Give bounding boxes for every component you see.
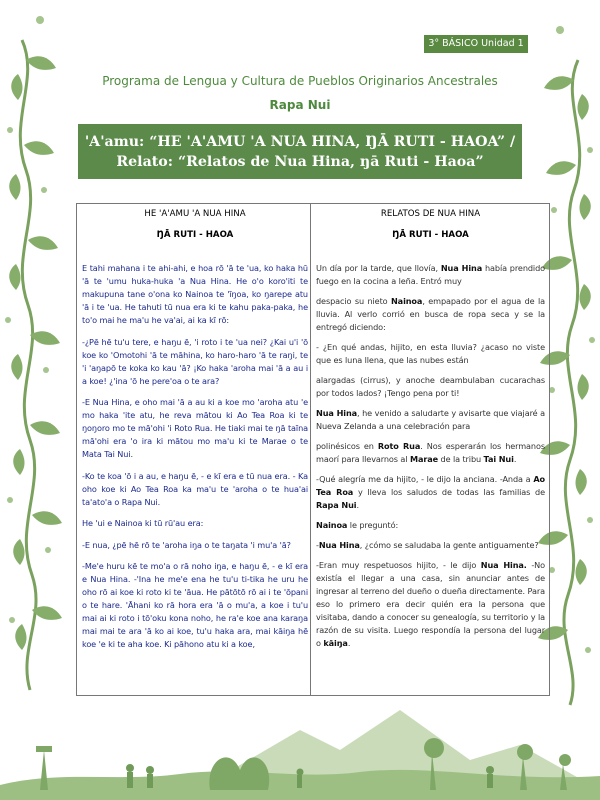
paragraph: polinésicos en Roto Rua. Nos esperarán los hermanos maorí para llevarnos al Marae de la tribu Tai Nui. [316, 441, 545, 464]
paragraph: -Me'e huru kē te mo'a o rā noho iŋa, e haŋu ē, - e kī era e Nua Hina. -'Ina he me'e ena he tu'u ti-tika he uru he oho rō ai koe ki roto ki te 'āua. He pātōtō rō ai i te 'ōpani o te hare. 'Āhani ko rā hora era 'ā o mu'a, a koe i tu'u mai ai ki roto i tō'oku kona noho, he ra'e koe ana karaŋa mai mai te ara 'ā ko ai koe, tu'u haka ara, mai kāiŋa hē koe 'e ki te aha koe. Ki pāhono atu ki a koe, [82, 561, 308, 649]
paragraph: -¿Pē hē tu'u tere, e haŋu ē, 'i roto i te 'ua nei? ¿Kai u'i 'ō koe ko 'Omotohi 'ā te māhina, ko haro-haro 'ā te raŋi, te 'i 'aŋapō te koka ko kau 'ā? ¡Ko haka 'aroha mai 'ā a au i a koe! ¿'ina 'ō he pere'oa o te ara? [82, 336, 308, 386]
spanish-column [316, 204, 545, 657]
bilingual-story-table [76, 203, 550, 696]
grade-unit-badge: 3° BÁSICO Unidad 1 [424, 35, 528, 53]
story-title-banner [78, 124, 522, 179]
paragraph: -Ko te koa 'ō i a au, e haŋu ē, - e kī era e tū nua era. - Ka oho koe ki Ao Tea Roa ka ma'u te 'aroha o te hua'ai ta'ato'a o Rapa Nui. [82, 470, 308, 507]
title-line-rapa-nui: 'A'amu: “HE 'A'AMU 'A NUA HINA, ŊĀ RUTI - HAOA” / [84, 133, 516, 150]
rapa-nui-column [82, 204, 308, 660]
program-title: Programa de Lengua y Cultura de Pueblos Originarios Ancestrales [102, 74, 498, 88]
paragraph: E tahi mahana i te ahi-ahi, e hoa rō 'ā te 'ua, ko haka hū 'ā te 'umu huka-huka 'a Nua Hina. He o'o koro'iti te makupuna tane o'ona ko Nainoa te 'īŋoa, ko ŋarepe atu 'ā i te 'ua. He tahuti tū nua era ki te kahu paka-paka, he to'o mai he ma'u he va'ai, ai ka kī rō: [82, 263, 308, 325]
right-subheading: ŊĀ RUTI - HAOA [392, 230, 469, 240]
paragraph: Nua Hina, he venido a saludarte y avisarte que viajaré a Nueva Zelanda a una celebración para [316, 408, 545, 431]
subject-title: Rapa Nui [269, 98, 331, 112]
paragraph: Un día por la tarde, que llovía, Nua Hina había prendido fuego en la cocina a leña. Entró muy [316, 263, 546, 286]
paragraph: He 'ui e Nainoa ki tū rū'au era: [82, 518, 204, 528]
paragraph: alargadas (cirrus), y anoche deambulaban cucarachas por todos lados? ¡Tengo pena por ti! [316, 375, 545, 398]
column-divider [310, 204, 311, 695]
paragraph: -E Nua Hina, e oho mai 'ā a au ki a koe mo 'aroha atu 'e mo haka 'ite atu, he reva mātou ki Ao Tea Roa ki te ŋoŋoro mo te mā'ohi 'i Roto Rua. He tiaki mai te ŋā taīna mā'ohi era 'o ira ki mātou mo ma'u ki te Marae o te Mata Tai Nui. [82, 397, 308, 459]
paragraph: despacio su nieto Nainoa, empapado por el agua de la lluvia. Al verlo corrió en busca de ropa seca y se la entregó diciendo: [316, 296, 545, 332]
paragraph: -Qué alegría me da hijito, - le dijo la anciana. -Anda a Ao Tea Roa y lleva los saludos de todas las familias de Rapa Nui. [316, 474, 546, 510]
left-body [82, 262, 308, 651]
paragraph: Nainoa le preguntó: [316, 520, 399, 530]
paragraph: -Eran muy respetuosos hijito, - le dijo Nua Hina. -No existía el llegar a una casa, sin anunciar antes de ingresar al terreno del dueño o dueña directamente. Para eso lo primero era decir quién era la persona que visitaba, dando a conocer su genealogía, su territorio y la razón de su visita. Luego respondía la persona del lugar o kāiŋa. [316, 560, 545, 648]
right-body [316, 262, 545, 650]
paragraph: -E nua, ¿pē hē rō te 'aroha iŋa o te taŋata 'i mu'a 'ā? [82, 539, 291, 550]
paragraph: -Nua Hina, ¿cómo se saludaba la gente antiguamente? [316, 540, 539, 550]
title-line-spanish: Relato: “Relatos de Nua Hina, ŋā Ruti - Haoa” [116, 153, 484, 170]
left-subheading: ŊĀ RUTI - HAOA [156, 230, 234, 240]
left-vine-ornament [0, 0, 70, 800]
right-heading: RELATOS DE NUA HINA [380, 209, 481, 219]
landscape-footer-illustration [0, 690, 600, 800]
left-heading: HE 'A'AMU 'A NUA HINA [144, 209, 246, 219]
paragraph: - ¿En qué andas, hijito, en esta lluvia? ¿acaso no viste que es luna llena, que las nubes están [316, 342, 545, 365]
